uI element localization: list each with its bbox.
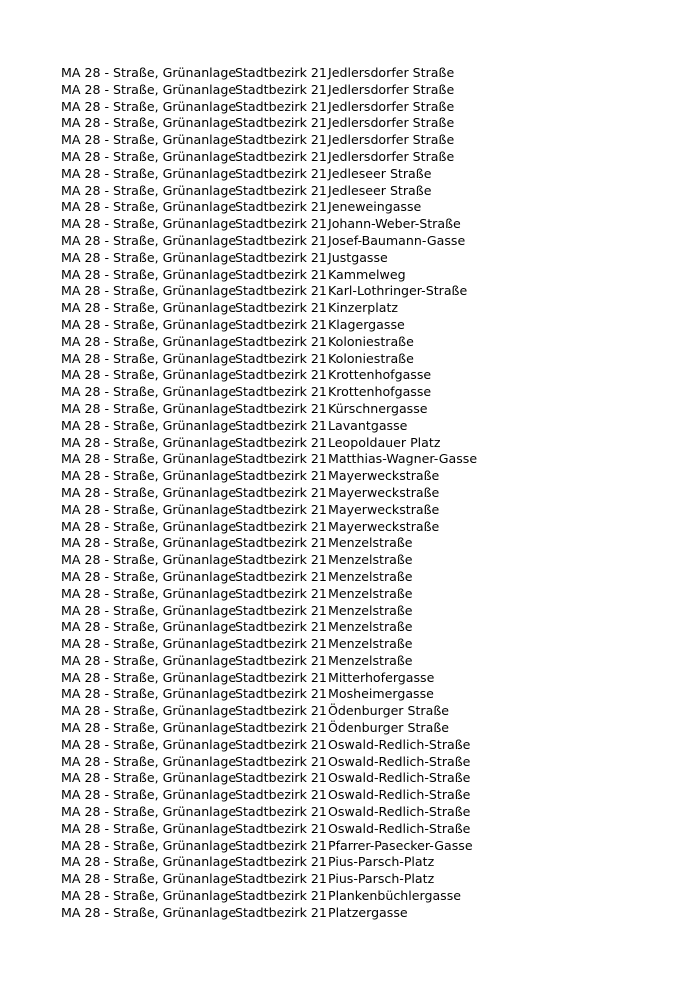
table-row xyxy=(61,804,477,821)
table-row xyxy=(61,586,477,603)
district-cell: Stadtbezirk 21 xyxy=(235,602,327,618)
table-row xyxy=(61,636,477,653)
department-cell: MA 28 - Straße, Grünanlage xyxy=(61,333,237,349)
table-row xyxy=(61,670,477,687)
table-row xyxy=(61,619,477,636)
table-row xyxy=(61,737,477,754)
district-cell: Stadtbezirk 21 xyxy=(235,115,327,131)
department-cell: MA 28 - Straße, Grünanlage xyxy=(61,871,237,887)
street-cell: Menzelstraße xyxy=(328,602,413,618)
street-cell: Oswald-Redlich-Straße xyxy=(328,787,471,803)
street-cell: Oswald-Redlich-Straße xyxy=(328,736,471,752)
department-cell: MA 28 - Straße, Grünanlage xyxy=(61,686,237,702)
department-cell: MA 28 - Straße, Grünanlage xyxy=(61,753,237,769)
street-cell: Justgasse xyxy=(328,249,388,265)
street-cell: Pius-Parsch-Platz xyxy=(328,871,435,887)
district-cell: Stadtbezirk 21 xyxy=(235,619,327,635)
street-cell: Oswald-Redlich-Straße xyxy=(328,804,471,820)
street-cell: Oswald-Redlich-Straße xyxy=(328,753,471,769)
table-row xyxy=(61,653,477,670)
district-cell: Stadtbezirk 21 xyxy=(235,98,327,114)
street-cell: Jedleseer Straße xyxy=(328,182,432,198)
department-cell: MA 28 - Straße, Grünanlage xyxy=(61,132,237,148)
district-cell: Stadtbezirk 21 xyxy=(235,182,327,198)
department-cell: MA 28 - Straße, Grünanlage xyxy=(61,636,237,652)
district-cell: Stadtbezirk 21 xyxy=(235,585,327,601)
table-row xyxy=(61,535,477,552)
department-cell: MA 28 - Straße, Grünanlage xyxy=(61,484,237,500)
street-cell: Jedlersdorfer Straße xyxy=(328,132,455,148)
table-row xyxy=(61,99,477,116)
district-cell: Stadtbezirk 21 xyxy=(235,350,327,366)
department-cell: MA 28 - Straße, Grünanlage xyxy=(61,65,237,80)
table-row xyxy=(61,435,477,452)
department-cell: MA 28 - Straße, Grünanlage xyxy=(61,703,237,719)
district-cell: Stadtbezirk 21 xyxy=(235,804,327,820)
department-cell: MA 28 - Straße, Grünanlage xyxy=(61,535,237,551)
table-row xyxy=(61,367,477,384)
district-cell: Stadtbezirk 21 xyxy=(235,316,327,332)
table-row xyxy=(61,888,477,905)
table-row xyxy=(61,267,477,284)
table-row xyxy=(61,468,477,485)
table-row xyxy=(61,854,477,871)
street-cell: Koloniestraße xyxy=(328,350,414,366)
department-cell: MA 28 - Straße, Grünanlage xyxy=(61,770,237,786)
table-row xyxy=(61,905,477,922)
table-row xyxy=(61,132,477,149)
table-row xyxy=(61,334,477,351)
department-cell: MA 28 - Straße, Grünanlage xyxy=(61,216,237,232)
table-row xyxy=(61,401,477,418)
district-cell: Stadtbezirk 21 xyxy=(235,65,327,80)
department-cell: MA 28 - Straße, Grünanlage xyxy=(61,518,237,534)
department-cell: MA 28 - Straße, Grünanlage xyxy=(61,837,237,853)
street-cell: Jedleseer Straße xyxy=(328,165,432,181)
department-cell: MA 28 - Straße, Grünanlage xyxy=(61,300,237,316)
department-cell: MA 28 - Straße, Grünanlage xyxy=(61,820,237,836)
district-cell: Stadtbezirk 21 xyxy=(235,568,327,584)
district-cell: Stadtbezirk 21 xyxy=(235,216,327,232)
district-cell: Stadtbezirk 21 xyxy=(235,249,327,265)
street-cell: Oswald-Redlich-Straße xyxy=(328,770,471,786)
table-row xyxy=(61,166,477,183)
department-cell: MA 28 - Straße, Grünanlage xyxy=(61,384,237,400)
street-cell: Mitterhofergasse xyxy=(328,669,435,685)
table-row xyxy=(61,216,477,233)
district-cell: Stadtbezirk 21 xyxy=(235,703,327,719)
department-cell: MA 28 - Straße, Grünanlage xyxy=(61,552,237,568)
department-cell: MA 28 - Straße, Grünanlage xyxy=(61,400,237,416)
department-cell: MA 28 - Straße, Grünanlage xyxy=(61,602,237,618)
table-row xyxy=(61,199,477,216)
district-cell: Stadtbezirk 21 xyxy=(235,736,327,752)
district-cell: Stadtbezirk 21 xyxy=(235,888,327,904)
street-cell: Menzelstraße xyxy=(328,552,413,568)
department-cell: MA 28 - Straße, Grünanlage xyxy=(61,652,237,668)
department-cell: MA 28 - Straße, Grünanlage xyxy=(61,350,237,366)
table-row xyxy=(61,149,477,166)
street-cell: Jedlersdorfer Straße xyxy=(328,148,455,164)
table-row xyxy=(61,787,477,804)
street-cell: Mayerweckstraße xyxy=(328,484,440,500)
district-cell: Stadtbezirk 21 xyxy=(235,820,327,836)
table-row xyxy=(61,552,477,569)
department-cell: MA 28 - Straße, Grünanlage xyxy=(61,669,237,685)
district-cell: Stadtbezirk 21 xyxy=(235,720,327,736)
district-cell: Stadtbezirk 21 xyxy=(235,753,327,769)
department-cell: MA 28 - Straße, Grünanlage xyxy=(61,904,237,920)
district-cell: Stadtbezirk 21 xyxy=(235,854,327,870)
district-cell: Stadtbezirk 21 xyxy=(235,266,327,282)
district-cell: Stadtbezirk 21 xyxy=(235,552,327,568)
street-cell: Leopoldauer Platz xyxy=(328,434,441,450)
street-cell: Ödenburger Straße xyxy=(328,720,449,736)
department-cell: MA 28 - Straße, Grünanlage xyxy=(61,98,237,114)
street-cell: Karl-Lothringer-Straße xyxy=(328,283,468,299)
table-row xyxy=(61,821,477,838)
department-cell: MA 28 - Straße, Grünanlage xyxy=(61,367,237,383)
district-cell: Stadtbezirk 21 xyxy=(235,686,327,702)
department-cell: MA 28 - Straße, Grünanlage xyxy=(61,283,237,299)
table-row xyxy=(61,603,477,620)
table-row xyxy=(61,485,477,502)
district-cell: Stadtbezirk 21 xyxy=(235,770,327,786)
department-cell: MA 28 - Straße, Grünanlage xyxy=(61,316,237,332)
street-cell: Krottenhofgasse xyxy=(328,384,432,400)
district-cell: Stadtbezirk 21 xyxy=(235,451,327,467)
district-cell: Stadtbezirk 21 xyxy=(235,535,327,551)
department-cell: MA 28 - Straße, Grünanlage xyxy=(61,148,237,164)
street-cell: Koloniestraße xyxy=(328,333,414,349)
street-cell: Johann-Weber-Straße xyxy=(328,216,461,232)
district-cell: Stadtbezirk 21 xyxy=(235,384,327,400)
district-cell: Stadtbezirk 21 xyxy=(235,367,327,383)
district-cell: Stadtbezirk 21 xyxy=(235,501,327,517)
district-cell: Stadtbezirk 21 xyxy=(235,787,327,803)
street-cell: Platzergasse xyxy=(328,904,408,920)
department-cell: MA 28 - Straße, Grünanlage xyxy=(61,451,237,467)
street-cell: Ödenburger Straße xyxy=(328,703,449,719)
street-cell: Mayerweckstraße xyxy=(328,518,440,534)
district-cell: Stadtbezirk 21 xyxy=(235,669,327,685)
department-cell: MA 28 - Straße, Grünanlage xyxy=(61,619,237,635)
table-row xyxy=(61,233,477,250)
table-row xyxy=(61,519,477,536)
district-cell: Stadtbezirk 21 xyxy=(235,333,327,349)
department-cell: MA 28 - Straße, Grünanlage xyxy=(61,787,237,803)
district-cell: Stadtbezirk 21 xyxy=(235,132,327,148)
table-row xyxy=(61,871,477,888)
department-cell: MA 28 - Straße, Grünanlage xyxy=(61,182,237,198)
district-cell: Stadtbezirk 21 xyxy=(235,468,327,484)
department-cell: MA 28 - Straße, Grünanlage xyxy=(61,81,237,97)
table-row xyxy=(61,502,477,519)
department-cell: MA 28 - Straße, Grünanlage xyxy=(61,165,237,181)
district-cell: Stadtbezirk 21 xyxy=(235,165,327,181)
table-row xyxy=(61,317,477,334)
district-cell: Stadtbezirk 21 xyxy=(235,300,327,316)
district-cell: Stadtbezirk 21 xyxy=(235,434,327,450)
street-cell: Pius-Parsch-Platz xyxy=(328,854,435,870)
district-cell: Stadtbezirk 21 xyxy=(235,81,327,97)
street-cell: Plankenbüchlergasse xyxy=(328,888,462,904)
district-cell: Stadtbezirk 21 xyxy=(235,904,327,920)
street-cell: Menzelstraße xyxy=(328,568,413,584)
street-cell: Menzelstraße xyxy=(328,652,413,668)
table-row xyxy=(61,351,477,368)
table-row xyxy=(61,770,477,787)
street-cell: Kürschnergasse xyxy=(328,400,428,416)
department-cell: MA 28 - Straße, Grünanlage xyxy=(61,888,237,904)
street-cell: Jeneweingasse xyxy=(328,199,422,215)
table-row xyxy=(61,418,477,435)
street-cell: Mayerweckstraße xyxy=(328,468,440,484)
department-cell: MA 28 - Straße, Grünanlage xyxy=(61,434,237,450)
street-cell: Jedlersdorfer Straße xyxy=(328,115,455,131)
street-cell: Josef-Baumann-Gasse xyxy=(328,232,466,248)
department-cell: MA 28 - Straße, Grünanlage xyxy=(61,199,237,215)
district-cell: Stadtbezirk 21 xyxy=(235,484,327,500)
district-cell: Stadtbezirk 21 xyxy=(235,518,327,534)
department-cell: MA 28 - Straße, Grünanlage xyxy=(61,854,237,870)
table-row xyxy=(61,82,477,99)
department-cell: MA 28 - Straße, Grünanlage xyxy=(61,736,237,752)
street-cell: Lavantgasse xyxy=(328,417,408,433)
table-row xyxy=(61,183,477,200)
department-cell: MA 28 - Straße, Grünanlage xyxy=(61,232,237,248)
street-cell: Pfarrer-Pasecker-Gasse xyxy=(328,837,473,853)
street-cell: Jedlersdorfer Straße xyxy=(328,81,455,97)
street-cell: Menzelstraße xyxy=(328,636,413,652)
street-cell: Menzelstraße xyxy=(328,585,413,601)
table-row xyxy=(61,384,477,401)
table-row xyxy=(61,115,477,132)
street-cell: Menzelstraße xyxy=(328,619,413,635)
department-cell: MA 28 - Straße, Grünanlage xyxy=(61,501,237,517)
table-row xyxy=(61,569,477,586)
table-row xyxy=(61,250,477,267)
street-cell: Mayerweckstraße xyxy=(328,501,440,517)
table-row xyxy=(61,300,477,317)
table-row xyxy=(61,451,477,468)
department-cell: MA 28 - Straße, Grünanlage xyxy=(61,585,237,601)
street-list xyxy=(61,65,477,922)
street-cell: Matthias-Wagner-Gasse xyxy=(328,451,478,467)
department-cell: MA 28 - Straße, Grünanlage xyxy=(61,804,237,820)
district-cell: Stadtbezirk 21 xyxy=(235,148,327,164)
street-cell: Mosheimergasse xyxy=(328,686,434,702)
department-cell: MA 28 - Straße, Grünanlage xyxy=(61,568,237,584)
district-cell: Stadtbezirk 21 xyxy=(235,283,327,299)
district-cell: Stadtbezirk 21 xyxy=(235,199,327,215)
street-cell: Kinzerplatz xyxy=(328,300,399,316)
table-row xyxy=(61,838,477,855)
district-cell: Stadtbezirk 21 xyxy=(235,636,327,652)
table-row xyxy=(61,720,477,737)
district-cell: Stadtbezirk 21 xyxy=(235,871,327,887)
street-cell: Oswald-Redlich-Straße xyxy=(328,820,471,836)
department-cell: MA 28 - Straße, Grünanlage xyxy=(61,468,237,484)
street-cell: Kammelweg xyxy=(328,266,406,282)
district-cell: Stadtbezirk 21 xyxy=(235,232,327,248)
district-cell: Stadtbezirk 21 xyxy=(235,837,327,853)
street-cell: Menzelstraße xyxy=(328,535,413,551)
department-cell: MA 28 - Straße, Grünanlage xyxy=(61,266,237,282)
street-cell: Krottenhofgasse xyxy=(328,367,432,383)
department-cell: MA 28 - Straße, Grünanlage xyxy=(61,720,237,736)
street-cell: Jedlersdorfer Straße xyxy=(328,65,455,80)
district-cell: Stadtbezirk 21 xyxy=(235,652,327,668)
department-cell: MA 28 - Straße, Grünanlage xyxy=(61,249,237,265)
district-cell: Stadtbezirk 21 xyxy=(235,400,327,416)
table-row xyxy=(61,703,477,720)
street-cell: Jedlersdorfer Straße xyxy=(328,98,455,114)
table-row xyxy=(61,754,477,771)
table-row xyxy=(61,283,477,300)
street-cell: Klagergasse xyxy=(328,316,405,332)
department-cell: MA 28 - Straße, Grünanlage xyxy=(61,115,237,131)
table-row xyxy=(61,686,477,703)
table-row xyxy=(61,65,477,82)
district-cell: Stadtbezirk 21 xyxy=(235,417,327,433)
department-cell: MA 28 - Straße, Grünanlage xyxy=(61,417,237,433)
